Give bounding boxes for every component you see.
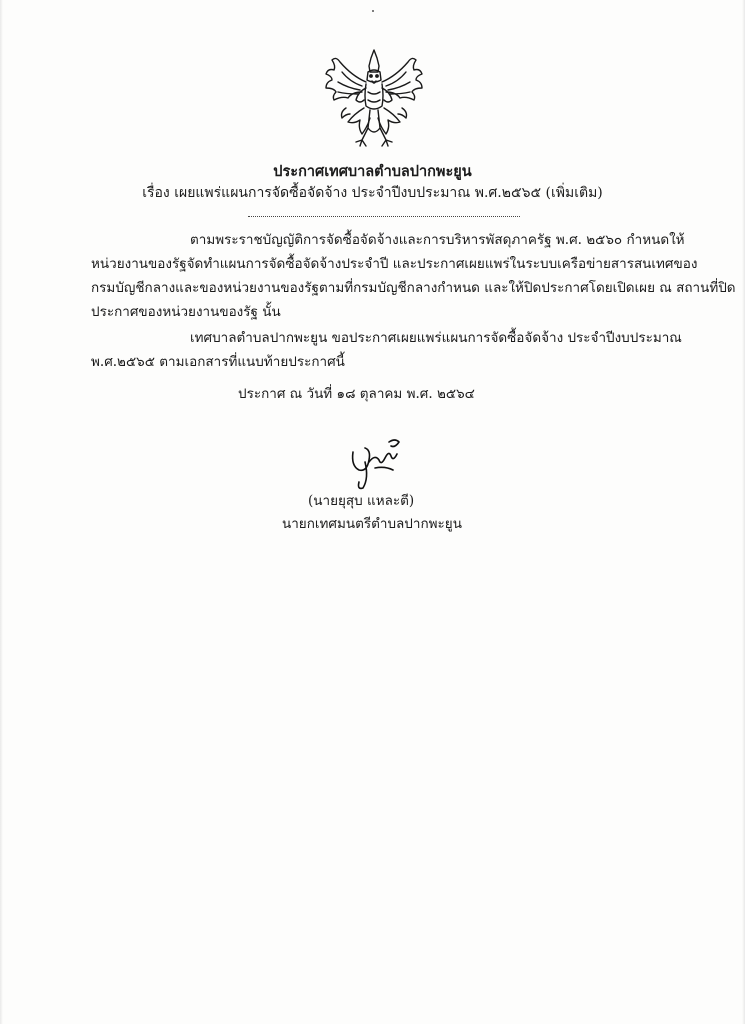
paragraph-1-line-1: ตามพระราชบัญญัติการจัดซื้อจัดจ้างและการบริหารพัสดุภาครัฐ พ.ศ. ๒๕๖๐ กำหนดให้: [190, 232, 685, 248]
paragraph-2-line-2: พ.ศ.๒๕๖๕ ตามเอกสารที่แนบท้ายประกาศนี้: [91, 354, 345, 370]
paragraph-1-line-4: ประกาศของหน่วยงานของรัฐ นั้น: [91, 304, 281, 320]
garuda-emblem-icon: [318, 48, 430, 148]
signer-position: นายกเทศมนตรีตำบลปากพะยูน: [282, 516, 462, 532]
paragraph-1-line-3: กรมบัญชีกลางและของหน่วยงานของรัฐตามที่กรมบัญชีกลางกำหนด และให้ปิดประกาศโดยเปิดเผย ณ สถานที่ปิด: [91, 280, 736, 296]
page-left-edge: [0, 0, 3, 1024]
signer-name: (นายยุสุบ แหละตี): [308, 493, 415, 509]
announcement-subject: เรื่อง เผยแพร่แผนการจัดซื้อจัดจ้าง ประจำปีงบประมาณ พ.ศ.๒๕๖๕ (เพิ่มเติม): [142, 185, 603, 201]
handwritten-signature-icon: [345, 432, 405, 492]
paragraph-1-line-2: หน่วยงานของรัฐจัดทำแผนการจัดซื้อจัดจ้างประจำปี และประกาศเผยแพร่ในระบบเครือข่ายสารสนเทศของ: [91, 256, 698, 272]
announcement-title: ประกาศเทศบาลตำบลปากพะยูน: [273, 163, 472, 180]
scan-speck: [372, 10, 374, 12]
announcement-date: ประกาศ ณ วันที่ ๑๘ ตุลาคม พ.ศ. ๒๕๖๔: [238, 386, 475, 402]
dotted-separator: [248, 216, 520, 217]
paragraph-2-line-1: เทศบาลตำบลปากพะยูน ขอประกาศเผยแพร่แผนการจัดซื้อจัดจ้าง ประจำปีงบประมาณ: [190, 330, 682, 346]
